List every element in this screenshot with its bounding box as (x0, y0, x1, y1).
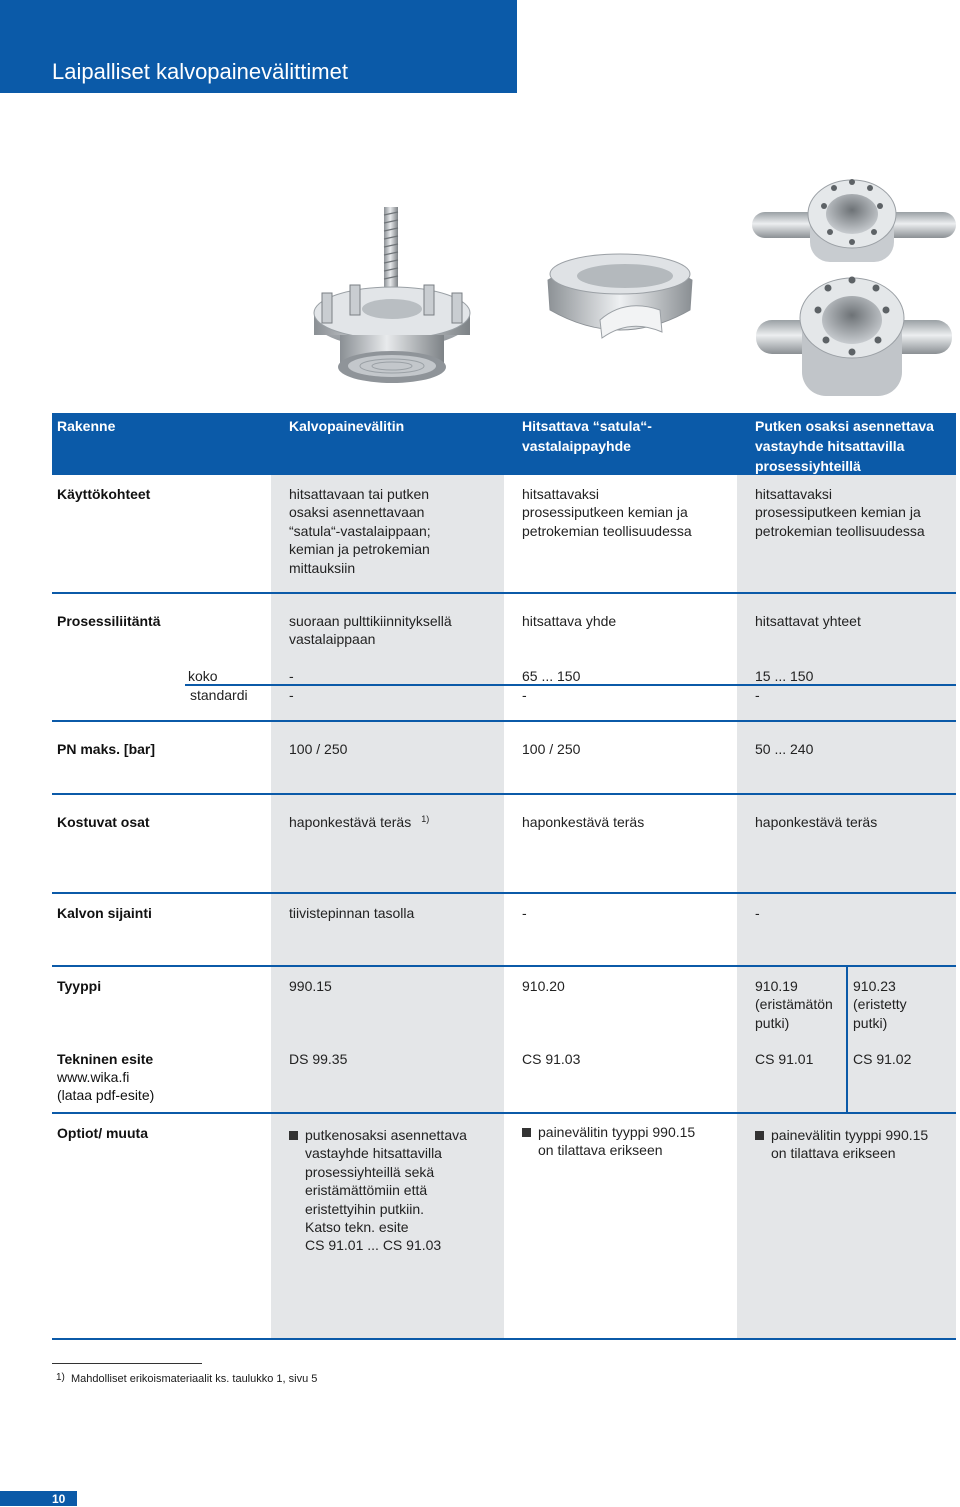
text-line: on tilattava erikseen (538, 1142, 663, 1159)
kostuvat-col2: haponkestävä teräs (522, 814, 645, 830)
header-rakenne: Rakenne (57, 418, 116, 434)
row-label-optiot: Optiot/ muuta (57, 1125, 148, 1141)
kostuvat-col3: haponkestävä teräs (755, 814, 878, 830)
text-line: hitsattavaksi (522, 486, 600, 502)
tekninen-col2: CS 91.03 (522, 1051, 581, 1067)
tekninen-col1: DS 99.35 (289, 1051, 348, 1067)
optiot-col1 (305, 1126, 467, 1255)
tekninen-col3a: CS 91.01 (755, 1051, 814, 1067)
column-divider (846, 966, 848, 1112)
tyyppi-col1: 990.15 (289, 978, 332, 994)
sub-label-koko: koko (188, 668, 218, 684)
row-label-pn: PN maks. [bar] (57, 741, 156, 757)
saddle-flange-photo (540, 240, 700, 355)
text-line: kemian ja petrokemian (289, 541, 430, 558)
pn-col2: 100 / 250 (522, 741, 581, 757)
row-label-kostuvat: Kostuvat osat (57, 814, 150, 830)
kalvon-col1: tiivistepinnan tasolla (289, 905, 415, 921)
page-title: Laipalliset kalvopainevälittimet (52, 59, 348, 84)
kalvon-col3: - (755, 905, 760, 921)
row-label-tyyppi: Tyyppi (57, 978, 102, 994)
kostuvat-col1-text: haponkestävä teräs (289, 814, 412, 830)
header-putken (755, 416, 934, 476)
koko-col2: 65 ... 150 (522, 668, 581, 684)
text-line: petrokemian teollisuudessa (522, 522, 692, 539)
row-divider (52, 720, 956, 722)
text-line: prosessiputkeen kemian ja (755, 504, 921, 521)
footnote-divider (52, 1363, 202, 1364)
pn-col1: 100 / 250 (289, 741, 348, 757)
footnote-ref: 1) (421, 814, 430, 824)
text-line: Tekninen esite (57, 1051, 154, 1067)
text-line: osaksi asennettavaan (289, 504, 425, 521)
table-bottom-line (52, 1338, 956, 1340)
text-line: (lataa pdf-esite) (57, 1087, 155, 1103)
sub-label-standardi: standardi (190, 687, 248, 703)
column-bg-3 (737, 475, 956, 1339)
header-putken-line1: Putken osaksi asennettava (755, 418, 934, 434)
text-line: (eristetty (853, 996, 907, 1013)
koko-col1: - (289, 668, 294, 684)
text-line: vastalaippaan (289, 631, 376, 648)
bullet-square-icon (522, 1128, 531, 1137)
footnote-text: Mahdolliset erikoismateriaalit ks. taulukko 1, sivu 5 (71, 1373, 318, 1385)
row-divider (52, 793, 956, 795)
header-satula (522, 416, 652, 456)
text-line: prosessiyhteillä sekä (305, 1163, 435, 1180)
wika-link[interactable]: www.wika.fi (57, 1069, 130, 1085)
tekninen-col3b: CS 91.02 (853, 1051, 912, 1067)
text-line: suoraan pulttikiinnityksellä (289, 613, 452, 629)
kayttokohteet-col2 (522, 485, 692, 540)
text-line: on tilattava erikseen (771, 1145, 896, 1162)
text-line: prosessiputkeen kemian ja (522, 504, 688, 521)
optiot-col3 (771, 1126, 928, 1163)
text-line: Katso tekn. esite (305, 1219, 409, 1236)
text-line: eristämättömiin että (305, 1182, 428, 1199)
header-putken-line2: vastayhde hitsattavilla (755, 438, 905, 454)
tyyppi-col2: 910.20 (522, 978, 565, 994)
header-satula-line1: Hitsattava “satula“- (522, 418, 652, 434)
bullet-square-icon (755, 1131, 764, 1140)
kalvon-col2: - (522, 905, 527, 921)
text-line: 910.23 (853, 978, 896, 994)
row-divider (52, 1112, 956, 1114)
text-line: vastayhde hitsattavilla (305, 1145, 442, 1162)
standardi-col1: - (289, 687, 294, 703)
row-label-tekninen (57, 1050, 154, 1104)
row-label-kayttokohteet: Käyttökohteet (57, 486, 151, 502)
text-line: putki) (755, 1014, 790, 1031)
tyyppi-col3a (755, 977, 833, 1032)
row-label-prosessiliitanta: Prosessiliitäntä (57, 613, 161, 629)
header-satula-line2: vastalaippayhde (522, 438, 631, 454)
pn-col3: 50 ... 240 (755, 741, 814, 757)
row-divider (52, 965, 956, 967)
row-divider (52, 892, 956, 894)
text-line: putkenosaksi asennettava (305, 1127, 467, 1143)
tyyppi-col3b (853, 977, 907, 1032)
prosessiliitanta-col1 (289, 612, 452, 649)
text-line: hitsattavaksi (755, 486, 833, 502)
text-line: CS 91.01 ... CS 91.03 (305, 1237, 442, 1254)
page-number: 10 (52, 1492, 66, 1506)
text-line: mittauksiin (289, 559, 356, 576)
text-line: (eristämätön (755, 996, 833, 1013)
text-line: painevälitin tyyppi 990.15 (538, 1124, 696, 1140)
diaphragm-seal-photo (300, 195, 485, 400)
prosessiliitanta-col2: hitsattava yhde (522, 613, 617, 629)
header-putken-line3: prosessiyhteillä (755, 458, 861, 474)
kayttokohteet-col1 (289, 485, 431, 577)
standardi-col2: - (522, 687, 527, 703)
text-line: putki) (853, 1014, 888, 1031)
text-line: eristettyihin putkiin. (305, 1200, 425, 1217)
row-label-kalvon: Kalvon sijainti (57, 905, 152, 921)
text-line: “satula“-vastalaippaan; (289, 522, 431, 539)
text-line: petrokemian teollisuudessa (755, 522, 925, 539)
koko-col3: 15 ... 150 (755, 668, 814, 684)
text-line: hitsattavaan tai putken (289, 486, 430, 502)
row-divider (52, 592, 956, 594)
text-line: 910.19 (755, 978, 798, 994)
row-divider (185, 684, 956, 686)
kayttokohteet-col3 (755, 485, 925, 540)
inline-pipe-flange-photo (748, 170, 960, 405)
standardi-col3: - (755, 687, 760, 703)
bullet-square-icon (289, 1131, 298, 1140)
footnote-mark: 1) (56, 1372, 65, 1383)
prosessiliitanta-col3: hitsattavat yhteet (755, 613, 861, 629)
optiot-col2 (538, 1123, 695, 1160)
header-kalvopainevalitin: Kalvopainevälitin (289, 418, 405, 434)
text-line: painevälitin tyyppi 990.15 (771, 1127, 929, 1143)
kostuvat-col1 (289, 813, 429, 833)
